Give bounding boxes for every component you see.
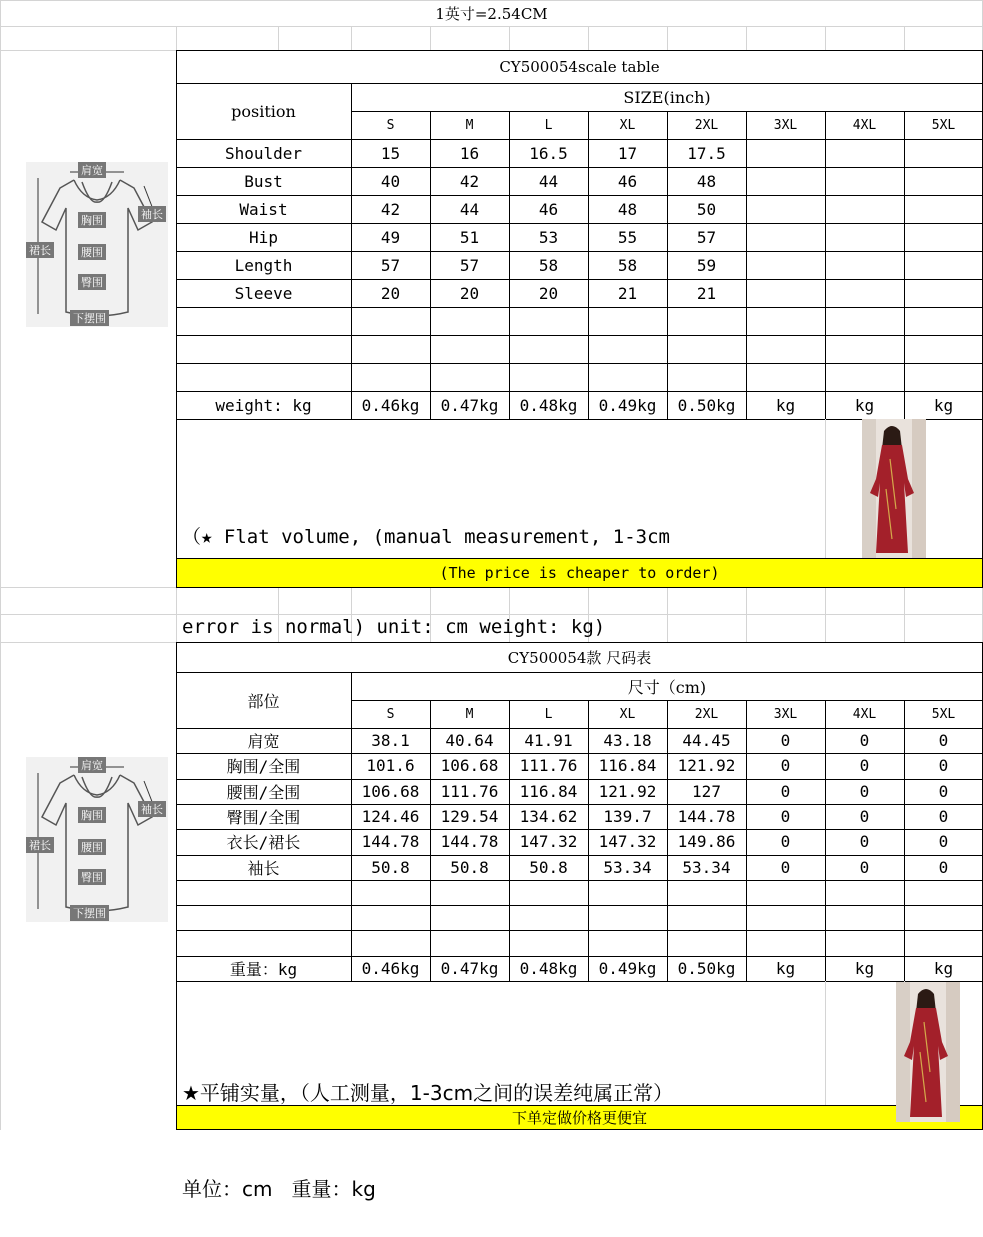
measurement-cell	[825, 223, 904, 251]
measurement-cell	[904, 251, 983, 279]
garment-diagram-bottom	[26, 757, 168, 922]
measurement-cell: 50.8	[371, 857, 410, 877]
diagram-label-length: 裙长	[26, 837, 54, 853]
measurement-cell: 17.5	[687, 143, 726, 163]
measurement-cell	[746, 223, 825, 251]
measurement-cell	[825, 167, 904, 195]
measurement-cell: 41.91	[524, 731, 573, 751]
position-header: position	[231, 101, 296, 121]
size-column-header: 4XL	[852, 117, 877, 133]
measurement-cell: 44	[538, 171, 559, 191]
measurement-cell: 139.7	[603, 807, 652, 827]
dress-photo-icon	[862, 419, 926, 558]
note-cm	[182, 1013, 673, 1237]
measurement-cell: 20	[380, 283, 401, 303]
row-label: 腰围/全围	[226, 782, 301, 802]
size-column-header: 4XL	[852, 706, 877, 722]
measurement-cell: 16	[459, 143, 480, 163]
weight-cell: 0.48kg	[519, 958, 578, 978]
size-column-header: L	[544, 117, 553, 133]
row-label: 胸围/全围	[226, 757, 301, 777]
weight-cell: kg	[775, 395, 796, 415]
measurement-cell: 0	[859, 832, 870, 852]
row-label: 肩宽	[247, 732, 280, 752]
measurement-cell: 0	[938, 731, 949, 751]
row-label: Bust	[244, 171, 283, 191]
measurement-cell: 116.84	[598, 756, 657, 776]
measurement-cell: 111.76	[440, 781, 499, 801]
row-label: Length	[234, 255, 293, 275]
price-banner: (The price is cheaper to order)	[176, 558, 983, 587]
weight-cell: 0.47kg	[440, 395, 499, 415]
measurement-cell: 0	[780, 807, 791, 827]
measurement-cell: 0	[780, 781, 791, 801]
measurement-cell: 127	[692, 781, 721, 801]
price-banner: 下单定做价格更便宜	[176, 1105, 983, 1129]
diagram-label-bust: 胸围	[78, 212, 106, 228]
measurement-cell	[904, 279, 983, 307]
measurement-cell: 0	[938, 781, 949, 801]
measurement-cell: 59	[696, 255, 717, 275]
measurement-cell: 21	[617, 283, 638, 303]
weight-cell: kg	[854, 958, 875, 978]
size-unit-header: 尺寸（cm)	[627, 677, 707, 697]
measurement-cell: 144.78	[440, 832, 499, 852]
measurement-cell: 0	[859, 756, 870, 776]
weight-cell: 0.49kg	[598, 958, 657, 978]
measurement-cell: 49	[380, 227, 401, 247]
note-inch	[182, 462, 670, 672]
measurement-cell: 48	[617, 199, 638, 219]
diagram-label-hip: 臀围	[78, 869, 106, 885]
measurement-cell: 53	[538, 227, 559, 247]
size-column-header: XL	[619, 706, 636, 722]
weight-cell: 0.50kg	[677, 395, 736, 415]
measurement-cell: 46	[538, 199, 559, 219]
measurement-cell: 149.86	[677, 832, 736, 852]
measurement-cell: 0	[938, 756, 949, 776]
measurement-cell: 20	[538, 283, 559, 303]
measurement-cell: 42	[380, 199, 401, 219]
measurement-cell: 40.64	[445, 731, 494, 751]
size-column-header: 5XL	[931, 706, 956, 722]
diagram-label-hip: 臀围	[78, 274, 106, 290]
measurement-cell: 0	[780, 832, 791, 852]
size-column-header: 2XL	[694, 706, 719, 722]
measurement-cell: 116.84	[519, 781, 578, 801]
diagram-label-shoulder: 肩宽	[78, 757, 106, 773]
measurement-cell: 121.92	[677, 756, 736, 776]
measurement-cell: 50	[696, 199, 717, 219]
measurement-cell: 53.34	[682, 857, 731, 877]
row-label: 袖长	[247, 858, 280, 878]
measurement-cell: 0	[938, 832, 949, 852]
measurement-cell	[825, 251, 904, 279]
measurement-cell	[904, 139, 983, 167]
measurement-cell: 111.76	[519, 756, 578, 776]
size-column-header: L	[544, 706, 553, 722]
dress-photo-icon	[896, 982, 960, 1122]
table-title: CY500054款 尺码表	[507, 648, 652, 667]
weight-cell: 0.50kg	[677, 958, 736, 978]
measurement-cell: 0	[938, 857, 949, 877]
measurement-cell: 46	[617, 171, 638, 191]
weight-label: 重量：kg	[229, 959, 298, 979]
diagram-label-hem: 下摆围	[70, 905, 109, 921]
measurement-cell: 20	[459, 283, 480, 303]
size-column-header: 5XL	[931, 117, 956, 133]
diagram-label-length: 裙长	[26, 242, 54, 258]
measurement-cell: 134.62	[519, 807, 578, 827]
measurement-cell	[746, 195, 825, 223]
measurement-cell: 0	[859, 857, 870, 877]
diagram-label-shoulder: 肩宽	[78, 162, 106, 178]
measurement-cell: 42	[459, 171, 480, 191]
row-label: Waist	[239, 199, 288, 219]
measurement-cell	[746, 167, 825, 195]
weight-cell: kg	[933, 958, 954, 978]
measurement-cell: 0	[938, 807, 949, 827]
product-photo-bottom	[896, 982, 960, 1122]
measurement-cell: 106.68	[440, 756, 499, 776]
diagram-label-sleeve: 袖长	[138, 206, 166, 222]
measurement-cell: 38.1	[371, 731, 410, 751]
diagram-label-hem: 下摆围	[70, 310, 109, 326]
note-inch-line1: （★ Flat volume, (manual measurement, 1-3cm	[182, 526, 670, 548]
measurement-cell: 43.18	[603, 731, 652, 751]
measurement-cell: 0	[780, 731, 791, 751]
measurement-cell	[904, 195, 983, 223]
measurement-cell	[825, 195, 904, 223]
measurement-cell: 121.92	[598, 781, 657, 801]
size-unit-header: SIZE(inch)	[623, 87, 711, 107]
measurement-cell: 147.32	[519, 832, 578, 852]
row-label: Shoulder	[224, 143, 303, 163]
measurement-cell: 124.46	[361, 807, 420, 827]
size-column-header: XL	[619, 117, 636, 133]
diagram-label-sleeve: 袖长	[138, 801, 166, 817]
measurement-cell: 21	[696, 283, 717, 303]
measurement-cell: 106.68	[361, 781, 420, 801]
note-cm-line2: 单位：cm 重量：kg	[182, 1177, 376, 1201]
measurement-cell: 48	[696, 171, 717, 191]
measurement-cell: 57	[380, 255, 401, 275]
measurement-cell: 51	[459, 227, 480, 247]
diagram-label-waist: 腰围	[78, 244, 106, 260]
measurement-cell	[746, 139, 825, 167]
measurement-cell	[904, 167, 983, 195]
measurement-cell	[746, 251, 825, 279]
size-column-header: S	[386, 117, 395, 133]
measurement-cell: 53.34	[603, 857, 652, 877]
row-label: Sleeve	[234, 283, 293, 303]
measurement-cell: 57	[696, 227, 717, 247]
measurement-cell: 58	[617, 255, 638, 275]
weight-cell: 0.47kg	[440, 958, 499, 978]
diagram-label-waist: 腰围	[78, 839, 106, 855]
measurement-cell: 144.78	[361, 832, 420, 852]
measurement-cell: 144.78	[677, 807, 736, 827]
measurement-cell: 147.32	[598, 832, 657, 852]
weight-cell: 0.48kg	[519, 395, 578, 415]
size-column-header: 3XL	[773, 706, 798, 722]
weight-cell: 0.49kg	[598, 395, 657, 415]
weight-cell: 0.46kg	[361, 395, 420, 415]
measurement-cell: 0	[859, 731, 870, 751]
measurement-cell	[904, 223, 983, 251]
size-column-header: M	[465, 706, 474, 722]
measurement-cell: 50.8	[529, 857, 568, 877]
weight-cell: kg	[933, 395, 954, 415]
measurement-cell: 17	[617, 143, 638, 163]
weight-label: weight: kg	[215, 395, 312, 415]
measurement-cell	[825, 279, 904, 307]
measurement-cell: 16.5	[529, 143, 568, 163]
position-header: 部位	[247, 691, 280, 711]
measurement-cell: 0	[780, 756, 791, 776]
conversion-header: 1英寸=2.54CM	[435, 4, 548, 23]
measurement-cell: 101.6	[366, 756, 415, 776]
row-label: Hip	[249, 227, 278, 247]
measurement-cell: 129.54	[440, 807, 499, 827]
table-title: CY500054scale table	[499, 57, 660, 76]
row-label: 臀围/全围	[226, 808, 301, 828]
size-column-header: S	[386, 706, 395, 722]
note-cm-line1: ★平铺实量，（人工测量，1-3cm之间的误差纯属正常）	[182, 1081, 674, 1105]
measurement-cell: 40	[380, 171, 401, 191]
product-photo-top	[862, 419, 926, 558]
diagram-label-bust: 胸围	[78, 807, 106, 823]
weight-cell: kg	[854, 395, 875, 415]
measurement-cell: 0	[859, 807, 870, 827]
row-label: 衣长/裙长	[226, 833, 301, 853]
measurement-cell: 58	[538, 255, 559, 275]
measurement-cell: 0	[859, 781, 870, 801]
size-column-header: M	[465, 117, 474, 133]
measurement-cell: 44.45	[682, 731, 731, 751]
size-column-header: 3XL	[773, 117, 798, 133]
measurement-cell: 57	[459, 255, 480, 275]
measurement-cell: 55	[617, 227, 638, 247]
size-column-header: 2XL	[694, 117, 719, 133]
measurement-cell	[746, 279, 825, 307]
note-inch-line2: error is normal) unit: cm weight: kg)	[182, 616, 606, 638]
weight-cell: kg	[775, 958, 796, 978]
measurement-cell: 50.8	[450, 857, 489, 877]
measurement-cell: 44	[459, 199, 480, 219]
measurement-cell: 0	[780, 857, 791, 877]
measurement-cell	[825, 139, 904, 167]
garment-diagram-top	[26, 162, 168, 327]
weight-cell: 0.46kg	[361, 958, 420, 978]
measurement-cell: 15	[380, 143, 401, 163]
